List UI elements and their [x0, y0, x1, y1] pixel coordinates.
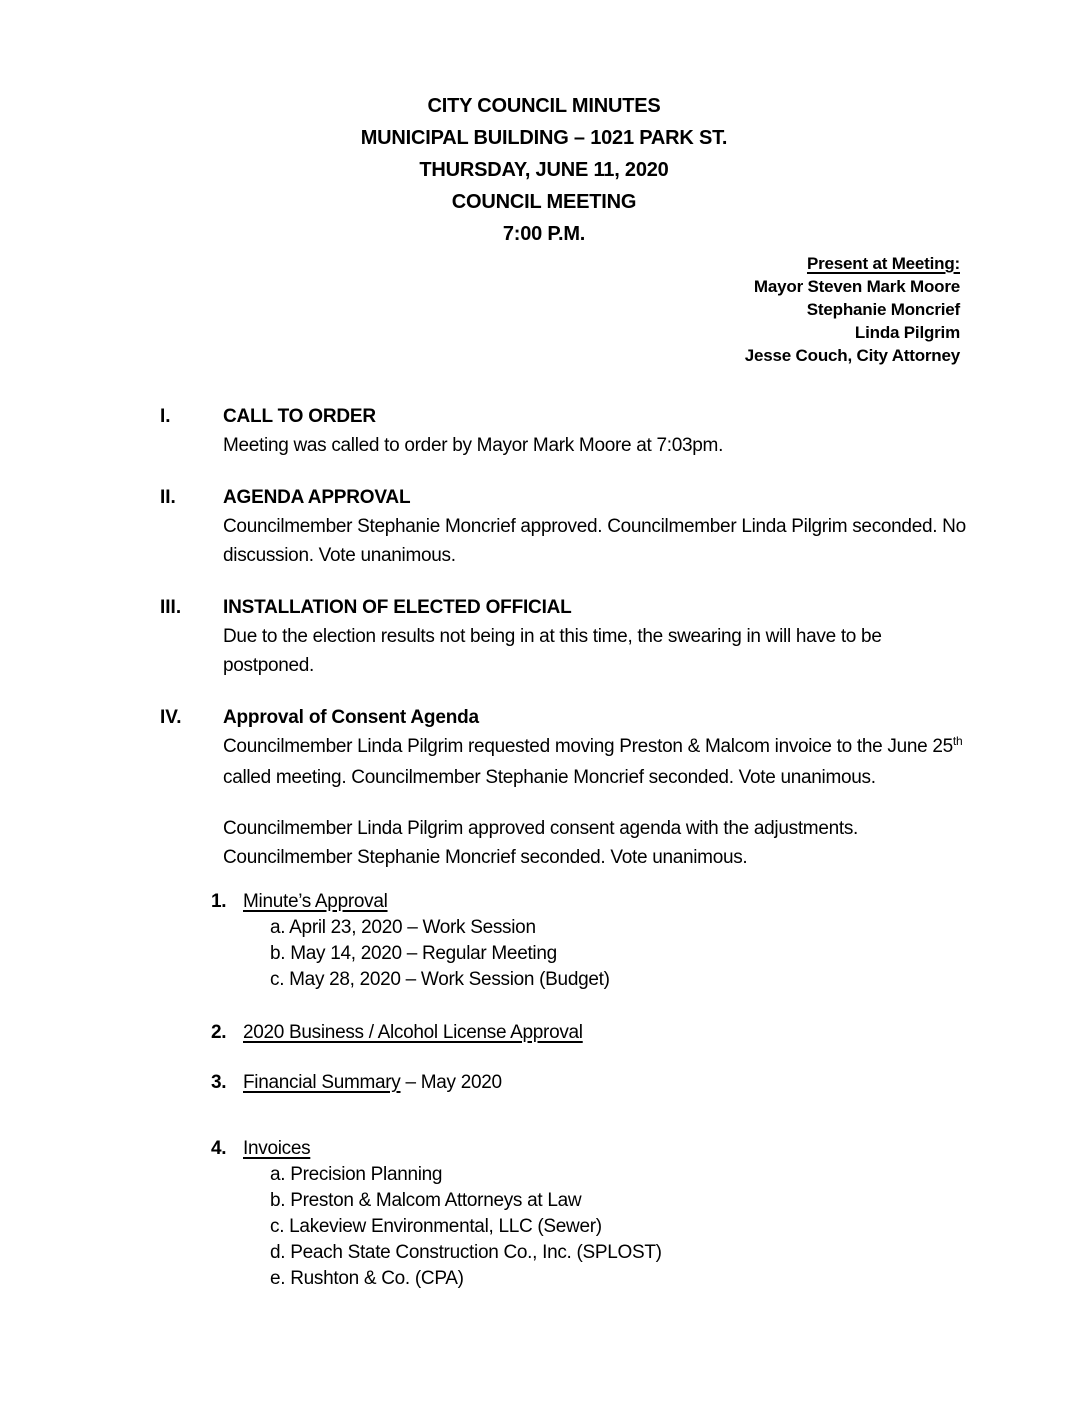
section-numeral: II.: [160, 487, 176, 508]
consent-agenda-list: [211, 889, 960, 1292]
item-number: 1.: [211, 891, 227, 912]
title-line-time: 7:00 P.M.: [502, 223, 586, 245]
attendee-name: Linda Pilgrim: [854, 323, 960, 342]
section-numeral: III.: [160, 597, 182, 618]
section-numeral: I.: [160, 406, 171, 427]
document-title-block: [128, 90, 960, 250]
item-label: Invoices: [243, 1138, 311, 1159]
consent-item-business-alcohol-license: [211, 1020, 960, 1046]
item-label: Minute’s Approval: [243, 891, 388, 912]
attendee-name: Mayor Steven Mark Moore: [753, 277, 960, 296]
consent-paragraph-1-line-2: called meeting. Councilmember Stephanie Moncrief seconded. Vote unanimous.: [223, 767, 876, 788]
title-line-meeting: COUNCIL MEETING: [451, 191, 637, 213]
section-body: Councilmember Stephanie Moncrief approved. Councilmember Linda Pilgrim seconded. No discussion. Vote unanimous.: [223, 516, 966, 566]
consent-item-invoices: [211, 1136, 960, 1292]
section-heading: Approval of Consent Agenda: [223, 707, 479, 728]
item-label-suffix: – May 2020: [400, 1072, 502, 1093]
attendee-name: Stephanie Moncrief: [806, 300, 960, 319]
consent-paragraph-1-line-1: Councilmember Linda Pilgrim requested moving Preston & Malcom invoice to the June 25: [223, 736, 953, 757]
item-number: 4.: [211, 1138, 227, 1159]
attendees-block: [128, 252, 960, 367]
title-line-location: MUNICIPAL BUILDING – 1021 PARK ST.: [360, 127, 728, 149]
title-line-minutes: CITY COUNCIL MINUTES: [427, 95, 661, 117]
consent-paragraph-1: [223, 732, 963, 792]
item-number: 2.: [211, 1022, 227, 1043]
consent-item-financial-summary: [211, 1070, 960, 1096]
section-heading: AGENDA APPROVAL: [223, 487, 411, 508]
attendees-heading: Present at Meeting:: [806, 254, 960, 273]
title-line-date: THURSDAY, JUNE 11, 2020: [419, 159, 669, 181]
item-number: 3.: [211, 1072, 227, 1093]
section-heading: CALL TO ORDER: [223, 406, 376, 427]
attendee-name: Jesse Couch, City Attorney: [744, 346, 960, 365]
section-agenda-approval: [128, 484, 966, 570]
section-heading: INSTALLATION OF ELECTED OFFICIAL: [223, 597, 572, 618]
section-body: Meeting was called to order by Mayor Mark Moore at 7:03pm.: [223, 435, 724, 456]
minutes-sections: [128, 403, 966, 872]
section-consent-agenda: [128, 704, 963, 872]
item-label: 2020 Business / Alcohol License Approval: [243, 1022, 583, 1043]
section-installation-elected-official: [128, 594, 960, 680]
section-call-to-order: [128, 403, 960, 460]
item-sub-entries: a. April 23, 2020 – Work Session b. May 14, 2020 – Regular Meeting c. May 28, 2020 – Work Session (Budget): [270, 917, 610, 990]
section-numeral: IV.: [160, 707, 182, 728]
consent-item-minutes-approval: [211, 889, 960, 993]
section-body: Due to the election results not being in at this time, the swearing in will have to be postponed.: [223, 626, 882, 676]
item-label: Financial Summary: [243, 1072, 401, 1093]
consent-paragraph-2: Councilmember Linda Pilgrim approved consent agenda with the adjustments. Councilmember Stephanie Moncrief seconded. Vote unanimous.: [223, 818, 859, 868]
ordinal-suffix: th: [952, 734, 963, 748]
item-sub-entries: a. Precision Planning b. Preston & Malcom Attorneys at Law c. Lakeview Environmental, LLC (Sewer) d. Peach State Construction Co., Inc. (SPLOST) e. Rushton & Co. (CPA): [270, 1164, 662, 1289]
